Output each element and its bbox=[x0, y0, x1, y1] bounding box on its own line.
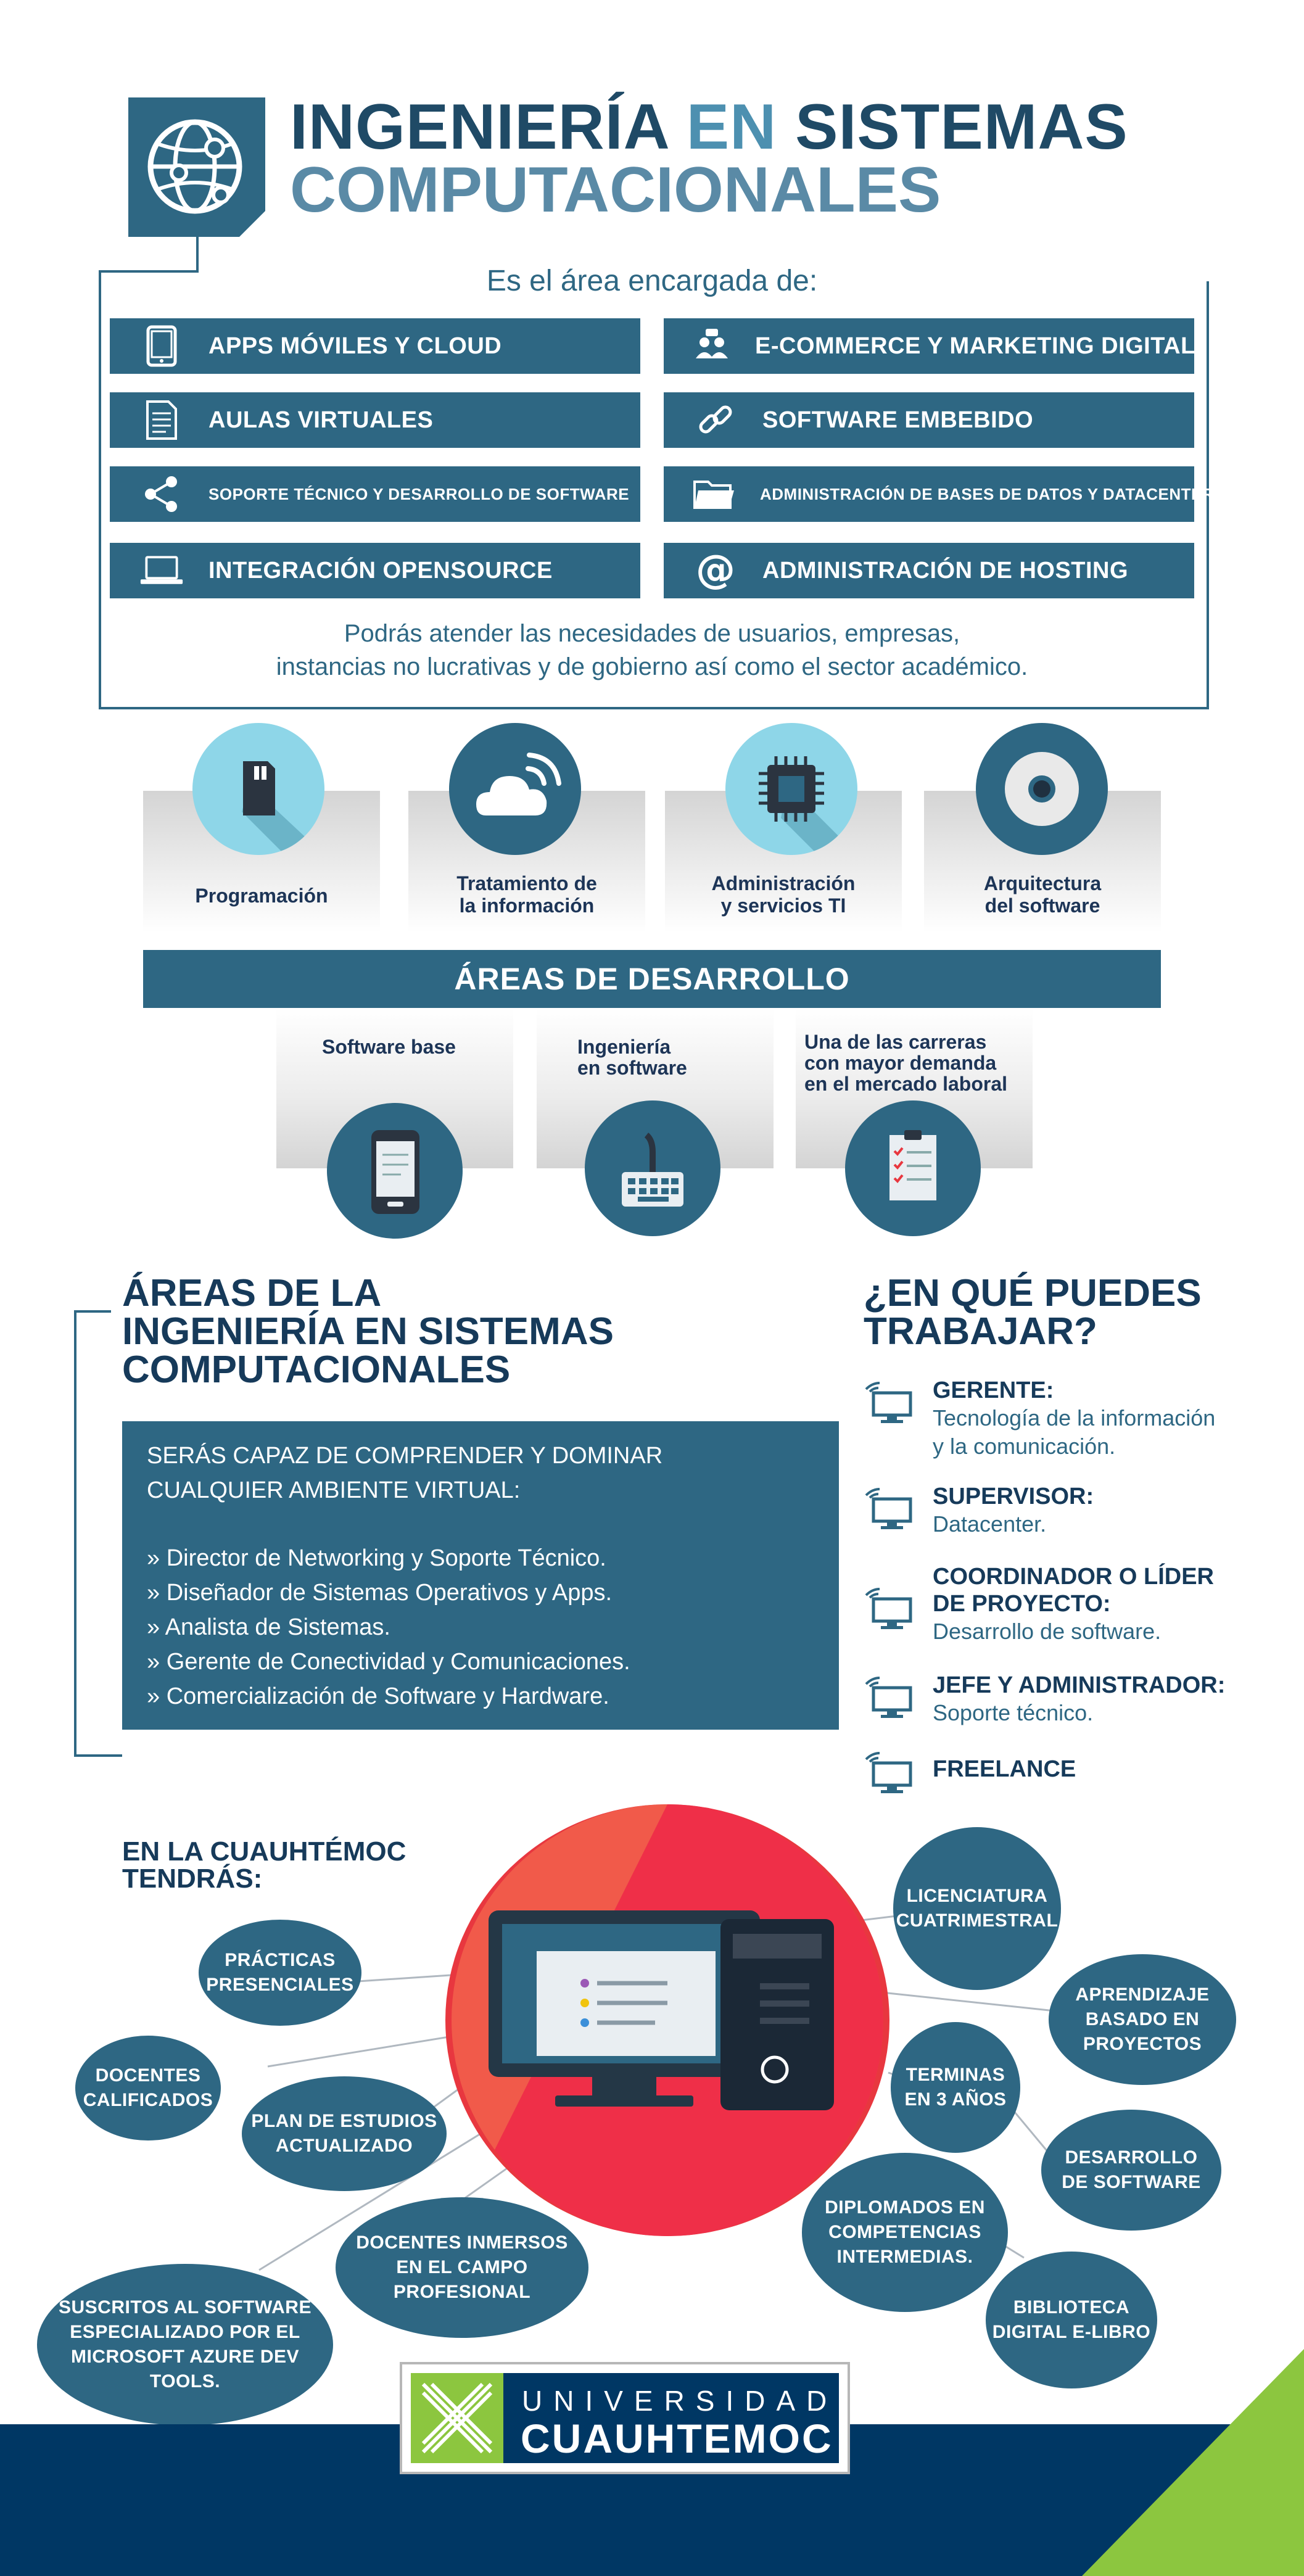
laptop-icon bbox=[139, 549, 184, 592]
bubble-licenciatura bbox=[893, 1827, 1061, 1990]
bubble-line: MICROSOFT AZURE DEV bbox=[70, 2347, 300, 2367]
bubble-line: PROYECTOS bbox=[1083, 2034, 1202, 2054]
bubble-line: EN 3 AÑOS bbox=[904, 2089, 1007, 2110]
card-label-line: del software bbox=[984, 894, 1100, 917]
card-label-line: Una de las carreras bbox=[804, 1031, 987, 1053]
area-hosting bbox=[664, 543, 1194, 598]
responsibilities-outro bbox=[0, 617, 1304, 683]
job-jefe-administrador bbox=[864, 1672, 1295, 1727]
outro-line: instancias no lucrativas y de gobierno así como el sector académico. bbox=[276, 653, 1028, 680]
job-title: JEFE Y ADMINISTRADOR: bbox=[933, 1672, 1226, 1698]
bubble-docentes-inmersos bbox=[336, 2197, 588, 2338]
card-label bbox=[408, 872, 645, 917]
area-ecommerce bbox=[664, 318, 1194, 374]
bubble-microsoft-azure bbox=[37, 2264, 333, 2425]
skills-intro bbox=[147, 1439, 814, 1508]
footer-green-triangle bbox=[1082, 2349, 1304, 2576]
area-integracion-opensource bbox=[110, 543, 640, 598]
skill-item: » Comercialización de Software y Hardware. bbox=[147, 1683, 609, 1709]
areas-bracket bbox=[74, 1310, 111, 1313]
areas-title-line: COMPUTACIONALES bbox=[122, 1348, 511, 1391]
area-aulas-virtuales bbox=[110, 392, 640, 448]
job-desc: y la comunicación. bbox=[933, 1434, 1116, 1459]
areas-title bbox=[122, 1274, 614, 1389]
card-label-line: la información bbox=[459, 894, 595, 917]
folder-icon bbox=[693, 473, 735, 516]
areas-title-line: INGENIERÍA EN SISTEMAS bbox=[122, 1310, 614, 1353]
areas-title-line: ÁREAS DE LA bbox=[122, 1272, 382, 1315]
bubble-line: DESARROLLO bbox=[1065, 2147, 1198, 2168]
area-label: SOPORTE TÉCNICO Y DESARROLLO DE SOFTWARE bbox=[208, 484, 630, 503]
card-label-line: Programación bbox=[195, 885, 328, 907]
cloud-wifi-icon bbox=[449, 723, 581, 855]
bubble-line: BASADO EN bbox=[1085, 2009, 1200, 2029]
bubble-line: PRESENCIALES bbox=[206, 1975, 354, 1995]
monitor-wifi-icon bbox=[864, 1585, 919, 1635]
work-title bbox=[864, 1274, 1202, 1351]
work-title-line: ¿EN QUÉ PUEDES bbox=[864, 1272, 1202, 1315]
bubble-line: DIGITAL E-LIBRO bbox=[992, 2322, 1151, 2342]
cuauhtemoc-title-line: TENDRÁS: bbox=[122, 1864, 263, 1894]
bubble-terminas bbox=[891, 2022, 1020, 2153]
bubble-docentes-calificados bbox=[75, 2036, 221, 2140]
job-title: DE PROYECTO: bbox=[933, 1591, 1111, 1617]
card-label bbox=[665, 872, 902, 917]
job-desc: Soporte técnico. bbox=[933, 1700, 1094, 1725]
microchip-icon bbox=[725, 723, 857, 855]
job-title: SUPERVISOR: bbox=[933, 1484, 1094, 1509]
area-label: ADMINISTRACIÓN DE BASES DE DATOS Y DATACENTER bbox=[760, 484, 1215, 503]
job-coordinador bbox=[864, 1563, 1295, 1646]
globe-network-icon bbox=[128, 97, 265, 237]
bubble-line: ESPECIALIZADO POR EL bbox=[70, 2322, 300, 2342]
job-desc: Desarrollo de software. bbox=[933, 1619, 1162, 1644]
job-title: FREELANCE bbox=[933, 1756, 1076, 1782]
skill-item: » Diseñador de Sistemas Operativos y Apps. bbox=[147, 1580, 613, 1606]
card-label-line: con mayor demanda bbox=[804, 1052, 997, 1074]
monitor-wifi-icon bbox=[864, 1674, 919, 1724]
bubble-line: COMPETENCIAS bbox=[828, 2222, 981, 2242]
clipboard-checklist-icon bbox=[845, 1100, 981, 1236]
area-software-embebido bbox=[664, 392, 1194, 448]
skills-box bbox=[122, 1421, 839, 1730]
bubble-aprendizaje bbox=[1049, 1954, 1236, 2085]
title-word: EN bbox=[686, 91, 777, 163]
card-label-line: en el mercado laboral bbox=[804, 1073, 1008, 1095]
monitor-wifi-icon bbox=[864, 1485, 919, 1535]
keyboard-icon bbox=[585, 1100, 720, 1236]
area-label: INTEGRACIÓN OPENSOURCE bbox=[208, 557, 553, 584]
bubble-line: BIBLIOTECA bbox=[1013, 2297, 1130, 2318]
cuauhtemoc-title-line: EN LA CUAUHTÉMOC bbox=[122, 1836, 406, 1867]
bubble-line: PLAN DE ESTUDIOS bbox=[251, 2111, 437, 2131]
university-logo bbox=[400, 2362, 850, 2474]
bubble-line: CALIFICADOS bbox=[83, 2090, 213, 2110]
page-title-line2: COMPUTACIONALES bbox=[290, 154, 941, 226]
job-desc: Tecnología de la información bbox=[933, 1405, 1216, 1430]
skill-item: » Analista de Sistemas. bbox=[147, 1614, 390, 1640]
card-label-line: Tratamiento de bbox=[456, 872, 597, 894]
monitor-wifi-icon bbox=[864, 1379, 919, 1429]
bubble-line: PRÁCTICAS bbox=[225, 1950, 336, 1970]
bubble-line: CUATRIMESTRAL bbox=[896, 1910, 1058, 1931]
areas-bracket bbox=[74, 1754, 122, 1757]
bubble-line: ACTUALIZADO bbox=[275, 2136, 413, 2156]
disc-icon bbox=[976, 723, 1108, 855]
bubble-line: LICENCIATURA bbox=[906, 1886, 1048, 1906]
job-title: COORDINADOR O LÍDER bbox=[933, 1564, 1214, 1590]
bubble-line: DOCENTES INMERSOS bbox=[356, 2232, 568, 2253]
university-x-logo-icon bbox=[411, 2373, 503, 2463]
card-label-line: y servicios TI bbox=[720, 894, 846, 917]
skill-item: » Director de Networking y Soporte Técnico. bbox=[147, 1545, 606, 1571]
smartphone-icon bbox=[327, 1103, 463, 1239]
card-label bbox=[804, 1031, 1007, 1094]
area-apps-moviles bbox=[110, 318, 640, 374]
card-label-line: Administración bbox=[711, 872, 856, 894]
at-sign-icon bbox=[693, 549, 738, 592]
job-desc: Datacenter. bbox=[933, 1511, 1047, 1537]
bubble-line: SUSCRITOS AL SOFTWARE bbox=[59, 2297, 312, 2318]
title-word: SISTEMAS bbox=[795, 91, 1128, 163]
area-label: ADMINISTRACIÓN DE HOSTING bbox=[762, 557, 1129, 584]
bubble-line: DOCENTES bbox=[95, 2065, 201, 2086]
card-label bbox=[143, 885, 380, 907]
card-label bbox=[924, 872, 1161, 917]
share-icon bbox=[139, 473, 184, 516]
areas-bracket bbox=[74, 1310, 76, 1757]
area-soporte-tecnico bbox=[110, 466, 640, 522]
skills-intro-line: SERÁS CAPAZ DE COMPRENDER Y DOMINAR bbox=[147, 1443, 663, 1469]
logo-text-line2: CUAUHTEMOC bbox=[521, 2416, 833, 2461]
job-supervisor bbox=[864, 1483, 1295, 1538]
bubble-plan-estudios bbox=[242, 2076, 447, 2191]
bubble-desarrollo bbox=[1041, 2110, 1221, 2231]
document-icon bbox=[139, 398, 184, 442]
card-label bbox=[322, 1036, 456, 1057]
area-label: APPS MÓVILES Y CLOUD bbox=[208, 332, 502, 359]
logo-text-line1: UNIVERSIDAD bbox=[522, 2385, 838, 2417]
bubble-line: INTERMEDIAS. bbox=[836, 2247, 973, 2267]
job-gerente bbox=[864, 1377, 1295, 1461]
job-title: GERENTE: bbox=[933, 1377, 1054, 1403]
job-freelance bbox=[864, 1756, 1295, 1783]
bubble-line: TOOLS. bbox=[149, 2371, 221, 2392]
desktop-computer-icon bbox=[445, 1804, 889, 2236]
outro-line: Podrás atender las necesidades de usuarios, empresas, bbox=[344, 620, 960, 647]
card-label-line: en software bbox=[577, 1057, 687, 1079]
bubble-line: APRENDIZAJE bbox=[1075, 1984, 1210, 2005]
skill-item: » Gerente de Conectividad y Comunicaciones. bbox=[147, 1649, 630, 1675]
card-label-line: Software base bbox=[322, 1036, 456, 1058]
logo-inner bbox=[411, 2373, 839, 2463]
card-label-line: Arquitectura bbox=[983, 872, 1102, 894]
card-label-line: Ingeniería bbox=[577, 1036, 671, 1058]
card-label bbox=[577, 1036, 687, 1078]
title-word: INGENIERÍA bbox=[290, 91, 668, 163]
development-bar: ÁREAS DE DESARROLLO bbox=[143, 950, 1161, 1008]
bubble-line: DE SOFTWARE bbox=[1062, 2172, 1201, 2192]
skills-intro-line: CUALQUIER AMBIENTE VIRTUAL: bbox=[147, 1477, 521, 1503]
page-title-line1 bbox=[290, 93, 1128, 162]
area-label: AULAS VIRTUALES bbox=[208, 407, 434, 433]
area-bases-de-datos bbox=[664, 466, 1215, 522]
bubble-line: PROFESIONAL bbox=[393, 2282, 531, 2302]
bubble-line: TERMINAS bbox=[906, 2065, 1005, 2085]
frame-line bbox=[99, 707, 1209, 709]
bubble-line: EN EL CAMPO bbox=[396, 2257, 528, 2277]
responsibilities-intro: Es el área encargada de: bbox=[486, 265, 818, 297]
area-label: SOFTWARE EMBEBIDO bbox=[762, 407, 1034, 433]
bubble-practicas bbox=[199, 1920, 361, 2026]
chain-link-icon bbox=[693, 398, 738, 442]
bubble-line: DIPLOMADOS EN bbox=[825, 2197, 985, 2218]
bubble-diplomados bbox=[802, 2153, 1008, 2312]
svg-text:@: @ bbox=[696, 551, 735, 590]
people-chat-icon bbox=[693, 324, 730, 368]
area-label: E-COMMERCE Y MARKETING DIGITAL bbox=[755, 332, 1195, 359]
tablet-icon bbox=[139, 324, 184, 368]
sd-card-icon bbox=[192, 723, 324, 855]
work-title-line: TRABAJAR? bbox=[864, 1310, 1097, 1353]
